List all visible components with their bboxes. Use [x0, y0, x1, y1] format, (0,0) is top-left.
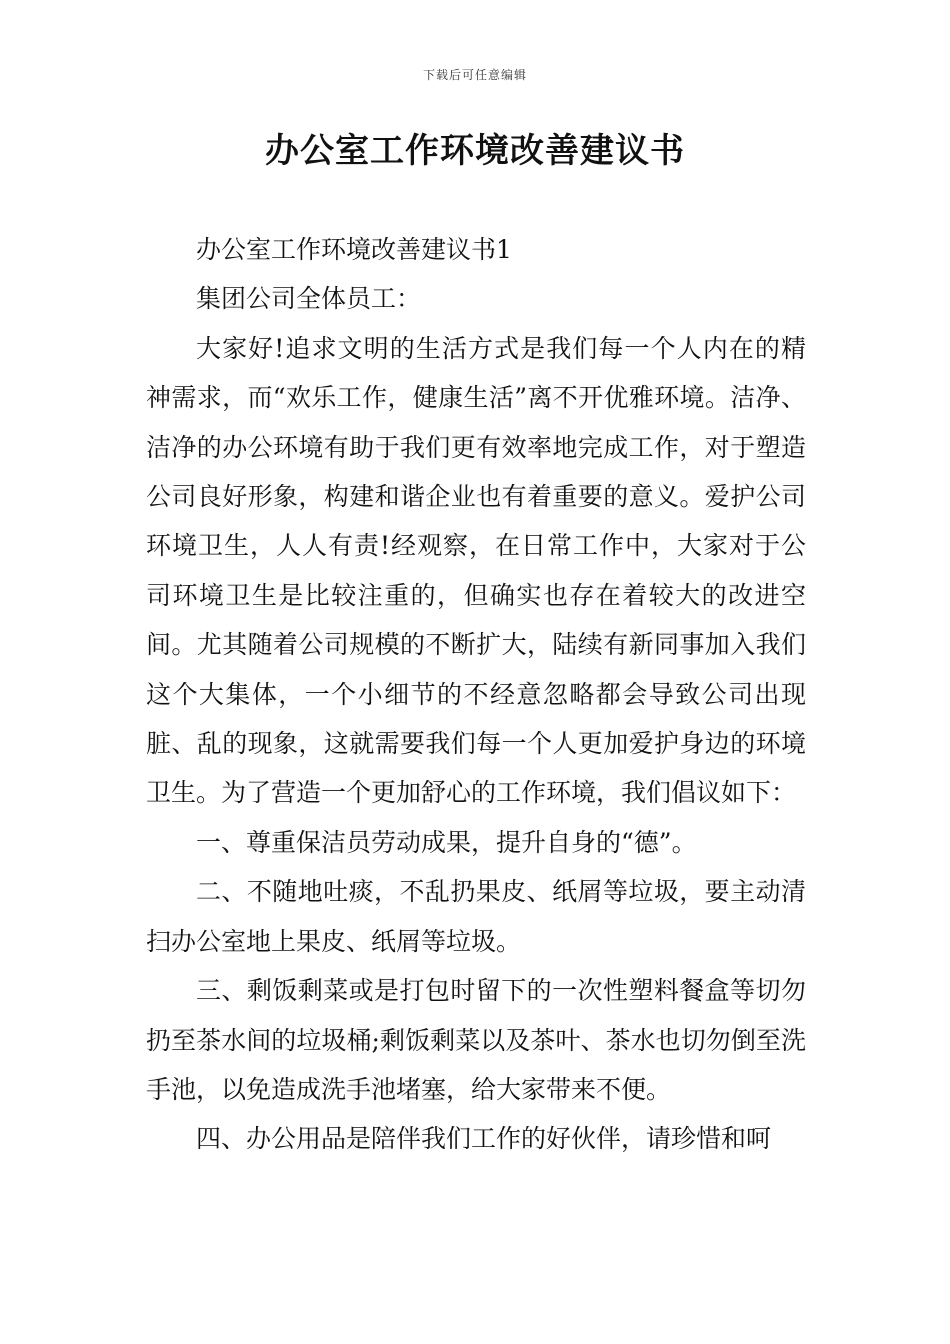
paragraph-salutation: 集团公司全体员工： [196, 284, 422, 314]
paragraph-subtitle: 办公室工作环境改善建议书1 [196, 235, 512, 264]
paragraph-item-1: 一、尊重保洁员劳动成果，提升自身的“德”。 [196, 827, 697, 857]
paragraph-item-4: 四、办公用品是陪伴我们工作的好伙伴，请珍惜和呵 [196, 1124, 772, 1154]
document-title: 办公室工作环境改善建议书 [265, 131, 685, 171]
paragraph-intro: 大家好!追求文明的生活方式是我们每一个人内在的精神需求，而“欢乐工作，健康生活”离不开优雅环境。洁净、洁净的办公环境有助于我们更有效率地完成工作，对于塑造公司良好形象，构建和谐企业也有着重要的意义。爱护公司环境卫生，人人有责!经观察，在日常工作中，大家对于公司环境卫生是比较注重的，但确实也存在着较大的改进空间。尤其随着公司规模的不断扩大，陆续有新同事加入我们这个大集体，一个小细节的不经意忽略都会导致公司出现脏、乱的现象，这就需要我们每一个人更加爱护身边的环境卫生。为了营造一个更加舒心的工作环境，我们倡议如下： [146, 333, 806, 808]
header-note: 下载后可任意编辑 [422, 68, 527, 82]
paragraph-item-2: 二、不随地吐痰，不乱扔果皮、纸屑等垃圾，要主动清扫办公室地上果皮、纸屑等垃圾。 [146, 877, 806, 956]
paragraph-item-3: 三、剩饭剩菜或是打包时留下的一次性塑料餐盒等切勿扔至茶水间的垃圾桶;剩饭剩菜以及茶叶、茶水也切勿倒至洗手池，以免造成洗手池堵塞，给大家带来不便。 [146, 976, 806, 1104]
document-body [146, 225, 806, 1164]
